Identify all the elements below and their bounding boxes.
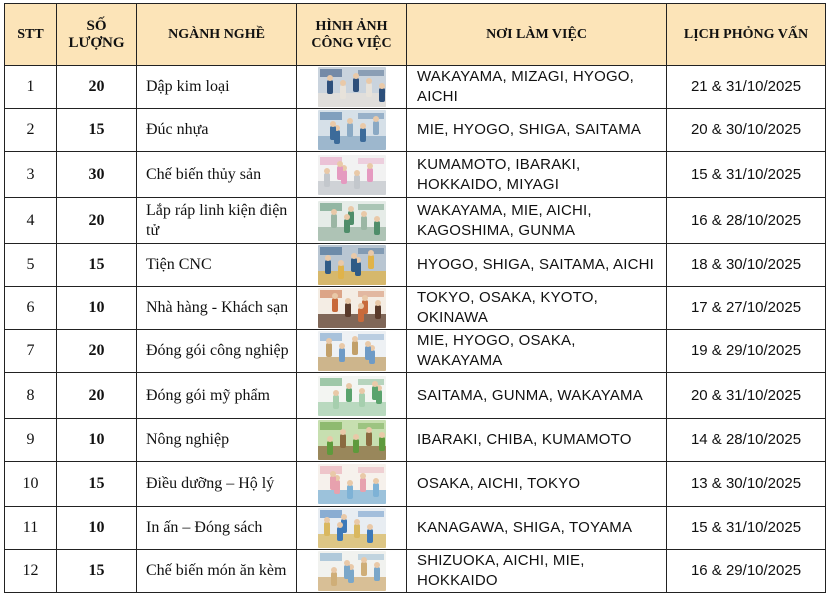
row-workplace: KANAGAWA, SHIGA, TOYAMA	[407, 507, 667, 550]
row-stt: 11	[5, 507, 57, 550]
row-job: Chế biến món ăn kèm	[137, 550, 297, 593]
row-stt: 7	[5, 330, 57, 373]
plastic-molding-photo	[318, 110, 386, 150]
row-interview-date: 17 & 27/10/2025	[667, 287, 826, 330]
table-row	[5, 550, 826, 593]
row-workplace: SAITAMA, GUNMA, WAKAYAMA	[407, 373, 667, 419]
row-quantity: 20	[57, 373, 137, 419]
row-stt: 10	[5, 462, 57, 507]
table-row	[5, 66, 826, 109]
row-interview-date: 18 & 30/10/2025	[667, 244, 826, 287]
row-interview-date: 13 & 30/10/2025	[667, 462, 826, 507]
header-image-line1: HÌNH ẢNH	[315, 18, 388, 34]
table-row	[5, 507, 826, 550]
row-interview-date: 16 & 29/10/2025	[667, 550, 826, 593]
row-job: Nhà hàng - Khách sạn	[137, 287, 297, 330]
row-job: Đóng gói công nghiệp	[137, 330, 297, 373]
table-row	[5, 462, 826, 507]
row-quantity: 30	[57, 152, 137, 198]
row-image-cell	[297, 66, 407, 109]
metal-stamping-photo	[318, 67, 386, 107]
header-job: NGÀNH NGHỀ	[137, 4, 297, 66]
food-processing-photo	[318, 551, 386, 591]
row-image-cell	[297, 462, 407, 507]
row-workplace: HYOGO, SHIGA, SAITAMA, AICHI	[407, 244, 667, 287]
row-stt: 6	[5, 287, 57, 330]
row-image-cell	[297, 287, 407, 330]
row-image-cell	[297, 109, 407, 152]
row-image-cell	[297, 507, 407, 550]
header-row	[5, 4, 826, 66]
row-interview-date: 20 & 30/10/2025	[667, 109, 826, 152]
cnc-lathe-photo	[318, 245, 386, 285]
row-workplace: OSAKA, AICHI, TOKYO	[407, 462, 667, 507]
seafood-processing-photo	[318, 155, 386, 195]
row-stt: 4	[5, 198, 57, 244]
row-quantity: 15	[57, 462, 137, 507]
row-workplace: KUMAMOTO, IBARAKI, HOKKAIDO, MIYAGI	[407, 152, 667, 198]
row-job: Dập kim loại	[137, 66, 297, 109]
row-stt: 2	[5, 109, 57, 152]
row-image-cell	[297, 419, 407, 462]
row-interview-date: 20 & 31/10/2025	[667, 373, 826, 419]
table-row	[5, 198, 826, 244]
header-quantity-line1: SỐ	[86, 17, 107, 34]
recruitment-table	[4, 3, 826, 593]
row-image-cell	[297, 330, 407, 373]
row-quantity: 10	[57, 419, 137, 462]
electronics-assembly-photo	[318, 201, 386, 241]
row-workplace: MIE, HYOGO, SHIGA, SAITAMA	[407, 109, 667, 152]
row-workplace: MIE, HYOGO, OSAKA, WAKAYAMA	[407, 330, 667, 373]
header-quantity	[57, 4, 137, 66]
row-interview-date: 15 & 31/10/2025	[667, 152, 826, 198]
row-image-cell	[297, 373, 407, 419]
row-workplace: IBARAKI, CHIBA, KUMAMOTO	[407, 419, 667, 462]
header-workplace: NƠI LÀM VIỆC	[407, 4, 667, 66]
header-stt: STT	[5, 4, 57, 66]
row-workplace: TOKYO, OSAKA, KYOTO, OKINAWA	[407, 287, 667, 330]
row-quantity: 15	[57, 244, 137, 287]
row-interview-date: 19 & 29/10/2025	[667, 330, 826, 373]
row-stt: 12	[5, 550, 57, 593]
table-row	[5, 287, 826, 330]
table-row	[5, 373, 826, 419]
row-stt: 8	[5, 373, 57, 419]
table-row	[5, 109, 826, 152]
row-job: Chế biến thủy sản	[137, 152, 297, 198]
row-job: Đóng gói mỹ phẩm	[137, 373, 297, 419]
row-workplace: SHIZUOKA, AICHI, MIE, HOKKAIDO	[407, 550, 667, 593]
table-row	[5, 152, 826, 198]
row-quantity: 20	[57, 66, 137, 109]
row-job: Lắp ráp linh kiện điện tử	[137, 198, 297, 244]
row-interview-date: 16 & 28/10/2025	[667, 198, 826, 244]
row-interview-date: 14 & 28/10/2025	[667, 419, 826, 462]
header-image	[297, 4, 407, 66]
row-stt: 5	[5, 244, 57, 287]
header-quantity-line2: LƯỢNG	[68, 34, 125, 51]
row-quantity: 10	[57, 507, 137, 550]
industrial-packing-photo	[318, 331, 386, 371]
nursing-care-photo	[318, 464, 386, 504]
row-workplace: WAKAYAMA, MIZAGI, HYOGO, AICHI	[407, 66, 667, 109]
header-image-line2: CÔNG VIỆC	[311, 35, 392, 51]
row-interview-date: 21 & 31/10/2025	[667, 66, 826, 109]
row-stt: 1	[5, 66, 57, 109]
row-image-cell	[297, 198, 407, 244]
row-job: Đúc nhựa	[137, 109, 297, 152]
row-image-cell	[297, 244, 407, 287]
row-image-cell	[297, 550, 407, 593]
row-stt: 3	[5, 152, 57, 198]
row-job: In ấn – Đóng sách	[137, 507, 297, 550]
agriculture-photo	[318, 420, 386, 460]
row-quantity: 10	[57, 287, 137, 330]
row-job: Tiện CNC	[137, 244, 297, 287]
row-interview-date: 15 & 31/10/2025	[667, 507, 826, 550]
row-quantity: 15	[57, 550, 137, 593]
cosmetics-packing-photo	[318, 376, 386, 416]
row-job: Nông nghiệp	[137, 419, 297, 462]
header-interview-date: LỊCH PHỎNG VẤN	[667, 4, 826, 66]
row-stt: 9	[5, 419, 57, 462]
restaurant-hotel-photo	[318, 288, 386, 328]
table-row	[5, 244, 826, 287]
printing-binding-photo	[318, 508, 386, 548]
row-quantity: 20	[57, 198, 137, 244]
table-row	[5, 330, 826, 373]
row-image-cell	[297, 152, 407, 198]
row-quantity: 20	[57, 330, 137, 373]
row-quantity: 15	[57, 109, 137, 152]
row-workplace: WAKAYAMA, MIE, AICHI, KAGOSHIMA, GUNMA	[407, 198, 667, 244]
table-row	[5, 419, 826, 462]
row-job: Điều dưỡng – Hộ lý	[137, 462, 297, 507]
